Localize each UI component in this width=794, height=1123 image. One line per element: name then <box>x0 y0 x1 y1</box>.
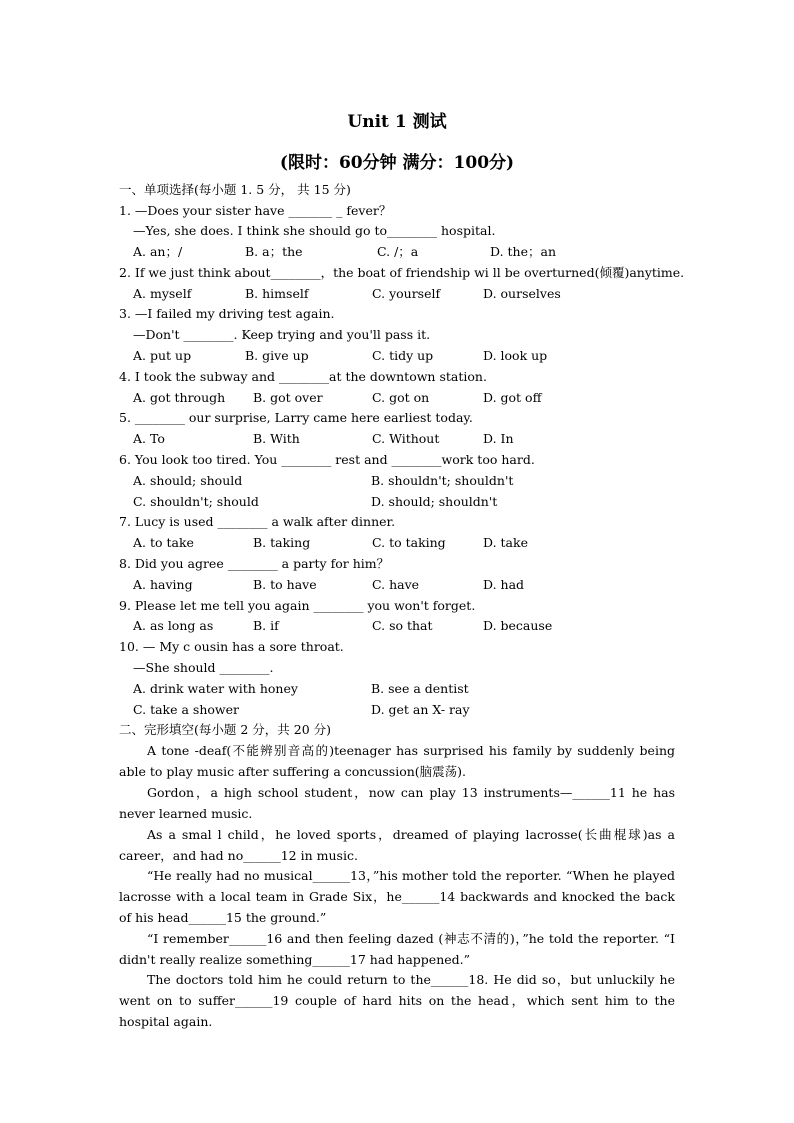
option-b: B. give up <box>245 348 309 363</box>
passage-paragraph <box>119 866 675 928</box>
passage-paragraph <box>119 783 675 825</box>
option-b: B. if <box>253 618 279 633</box>
option-a: A. myself <box>133 286 192 301</box>
option-d: D. had <box>483 577 525 592</box>
question-stem: 6. You look too tired. You ________ rest and ________work too hard. <box>119 452 535 467</box>
option-d: D. look up <box>483 348 548 363</box>
option-d: D. take <box>483 535 528 550</box>
option-c: C. have <box>372 577 420 592</box>
option-d: D. the；an <box>490 244 556 259</box>
option-b: B. shouldn't; shouldn't <box>371 473 514 488</box>
option-b: B. himself <box>245 286 309 301</box>
page-subtitle: (限时：60分钟 满分：100分) <box>279 153 515 173</box>
option-b: B. see a dentist <box>371 681 469 696</box>
option-c: C. so that <box>372 618 433 633</box>
option-d: D. got off <box>483 390 542 405</box>
section-heading: 二、完形填空(每小题 2 分，共 20 分) <box>119 722 332 737</box>
option-c: C. got on <box>372 390 430 405</box>
passage-paragraph <box>119 741 675 783</box>
option-c: C. take a shower <box>133 702 239 717</box>
question-stem: —Don't ________. Keep trying and you'll pass it. <box>133 327 431 342</box>
passage-paragraph <box>119 970 675 1032</box>
option-a: A. put up <box>133 348 192 363</box>
question-stem: 2. If we just think about________，the boat of friendship wi ll be overturned(倾覆)anytime. <box>119 265 685 280</box>
passage-paragraph <box>119 825 675 867</box>
option-c: C. Without <box>372 431 440 446</box>
option-d: D. because <box>483 618 553 633</box>
option-c: C. yourself <box>372 286 441 301</box>
paragraph-text: As a smal l child，he loved sports，dreamed of playing lacrosse(长曲棍球)as a career，and had no______12 in music. <box>119 827 675 863</box>
option-a: A. having <box>133 577 193 592</box>
page-title: Unit 1 测试 <box>347 112 447 132</box>
option-a: A. to take <box>133 535 194 550</box>
paragraph-text: A tone -deaf(不能辨别音高的)teenager has surprised his family by suddenly being able to play music after suffering a concussion(脑震荡). <box>119 743 675 779</box>
question-stem: —Yes, she does. I think she should go to________ hospital. <box>133 223 496 238</box>
section-heading: 一、单项选择(每小题 1. 5 分， 共 15 分) <box>119 182 351 197</box>
question-stem: 10. — My c ousin has a sore throat. <box>119 639 344 654</box>
option-d: D. ourselves <box>483 286 561 301</box>
option-d: D. should; shouldn't <box>371 494 498 509</box>
question-stem: 4. I took the subway and ________at the downtown station. <box>119 369 487 384</box>
option-b: B. taking <box>253 535 311 550</box>
question-stem: 3. —I failed my driving test again. <box>119 306 335 321</box>
option-a: A. got through <box>133 390 226 405</box>
paragraph-text: The doctors told him he could return to the______18. He did so，but unluckily he went on to suffer______19 couple of hard hits on the head，which sent him to the hospital again. <box>119 972 675 1029</box>
option-b: B. got over <box>253 390 323 405</box>
question-stem: 8. Did you agree ________ a party for him？ <box>119 556 390 571</box>
question-stem: —She should ________. <box>133 660 274 675</box>
option-b: B. With <box>253 431 300 446</box>
option-a: A. drink water with honey <box>133 681 298 696</box>
option-b: B. to have <box>253 577 317 592</box>
question-stem: 1. —Does your sister have _______ _ fever？ <box>119 203 392 218</box>
question-stem: 5. ________ our surprise, Larry came here earliest today. <box>119 410 473 425</box>
option-b: B. a；the <box>245 244 303 259</box>
option-a: A. as long as <box>133 618 214 633</box>
paragraph-text: “He really had no musical______13，”his mother told the reporter. “When he played lacrosse with a local team in Grade Six，he______14 backwards and knocked the back of his head______15 the ground.” <box>119 868 675 925</box>
question-stem: 7. Lucy is used ________ a walk after dinner. <box>119 514 396 529</box>
option-a: A. an；/ <box>133 244 183 259</box>
paragraph-text: “I remember______16 and then feeling dazed (神志不清的)，”he told the reporter. “I didn't really realize something______17 had happened.” <box>119 931 675 967</box>
passage-paragraph <box>119 929 675 971</box>
option-c: C. tidy up <box>372 348 434 363</box>
option-a: A. To <box>133 431 165 446</box>
option-c: C. /；a <box>377 244 419 259</box>
option-d: D. In <box>483 431 514 446</box>
option-c: C. shouldn't; should <box>133 494 259 509</box>
paragraph-text: Gordon，a high school student，now can play 13 instruments—______11 he has never learned music. <box>119 785 675 821</box>
option-d: D. get an X- ray <box>371 702 470 717</box>
option-c: C. to taking <box>372 535 446 550</box>
option-a: A. should; should <box>133 473 243 488</box>
question-stem: 9. Please let me tell you again ________ you won't forget. <box>119 598 476 613</box>
